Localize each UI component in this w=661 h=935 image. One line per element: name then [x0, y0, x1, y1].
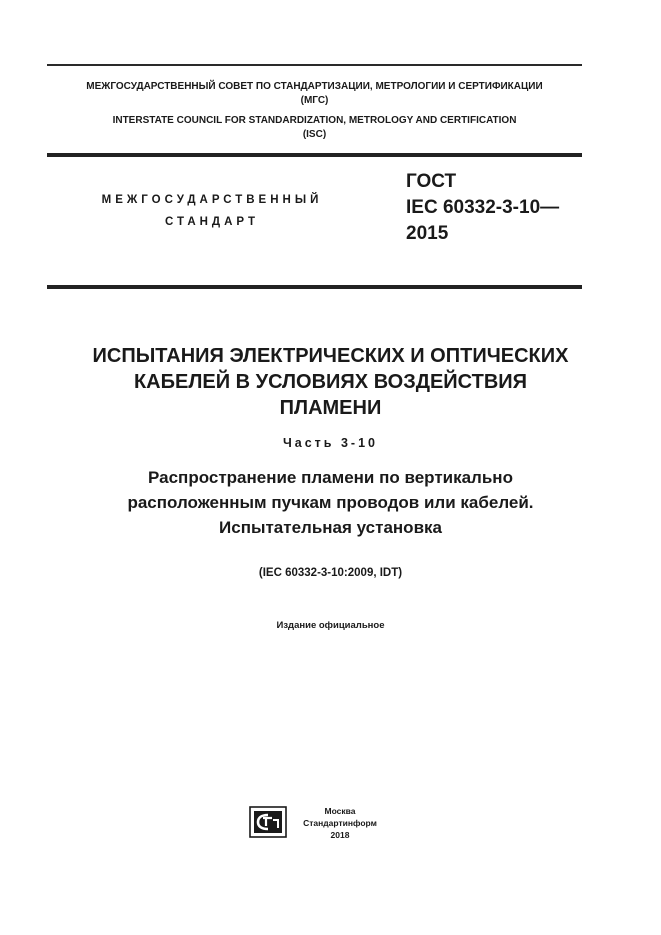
gost-line1: ГОСТ [406, 171, 457, 192]
council-ru-abbr: (МГС) [300, 95, 329, 106]
edition-note: Издание официальное [276, 620, 385, 631]
standard-type-label [47, 189, 377, 233]
council-en-name: INTERSTATE COUNCIL FOR STANDARDIZATION, METROLOGY AND CERTIFICATION [112, 115, 517, 126]
part-number: Часть 3-10 [283, 436, 378, 450]
gost-line2: IEC 60332-3-10— [406, 197, 560, 218]
council-header [47, 80, 582, 142]
gost-line3: 2015 [406, 223, 449, 244]
standartinform-logo-icon [249, 806, 287, 838]
title-line2: КАБЕЛЕЙ В УСЛОВИЯХ ВОЗДЕЙСТВИЯ [133, 371, 528, 393]
designation-divider [47, 285, 582, 289]
gost-designation [406, 169, 559, 247]
subtitle-line1: Распространение пламени по вертикально [148, 468, 513, 487]
document-title [20, 343, 641, 421]
publisher-imprint [295, 805, 385, 841]
council-ru-name: МЕЖГОСУДАРСТВЕННЫЙ СОВЕТ ПО СТАНДАРТИЗАЦИИ, МЕТРОЛОГИИ И СЕРТИФИКАЦИИ [86, 81, 543, 92]
title-line1: ИСПЫТАНИЯ ЭЛЕКТРИЧЕСКИХ И ОПТИЧЕСКИХ [92, 345, 569, 367]
header-divider [47, 153, 582, 157]
title-line3: ПЛАМЕНИ [279, 397, 382, 419]
publisher-year: 2018 [330, 830, 350, 840]
iec-reference: (IEC 60332-3-10:2009, IDT) [258, 567, 403, 579]
document-subtitle [20, 465, 641, 540]
publisher-city: Москва [324, 806, 356, 816]
publisher-name: Стандартинформ [303, 818, 377, 828]
standard-label-line2: СТАНДАРТ [165, 216, 259, 228]
top-rule [47, 64, 582, 66]
subtitle-line2: расположенным пучкам проводов или кабелей. [127, 493, 534, 512]
subtitle-line3: Испытательная установка [219, 518, 442, 537]
standard-label-line1: МЕЖГОСУДАРСТВЕННЫЙ [101, 194, 323, 206]
council-en-abbr: (ISC) [302, 129, 327, 140]
